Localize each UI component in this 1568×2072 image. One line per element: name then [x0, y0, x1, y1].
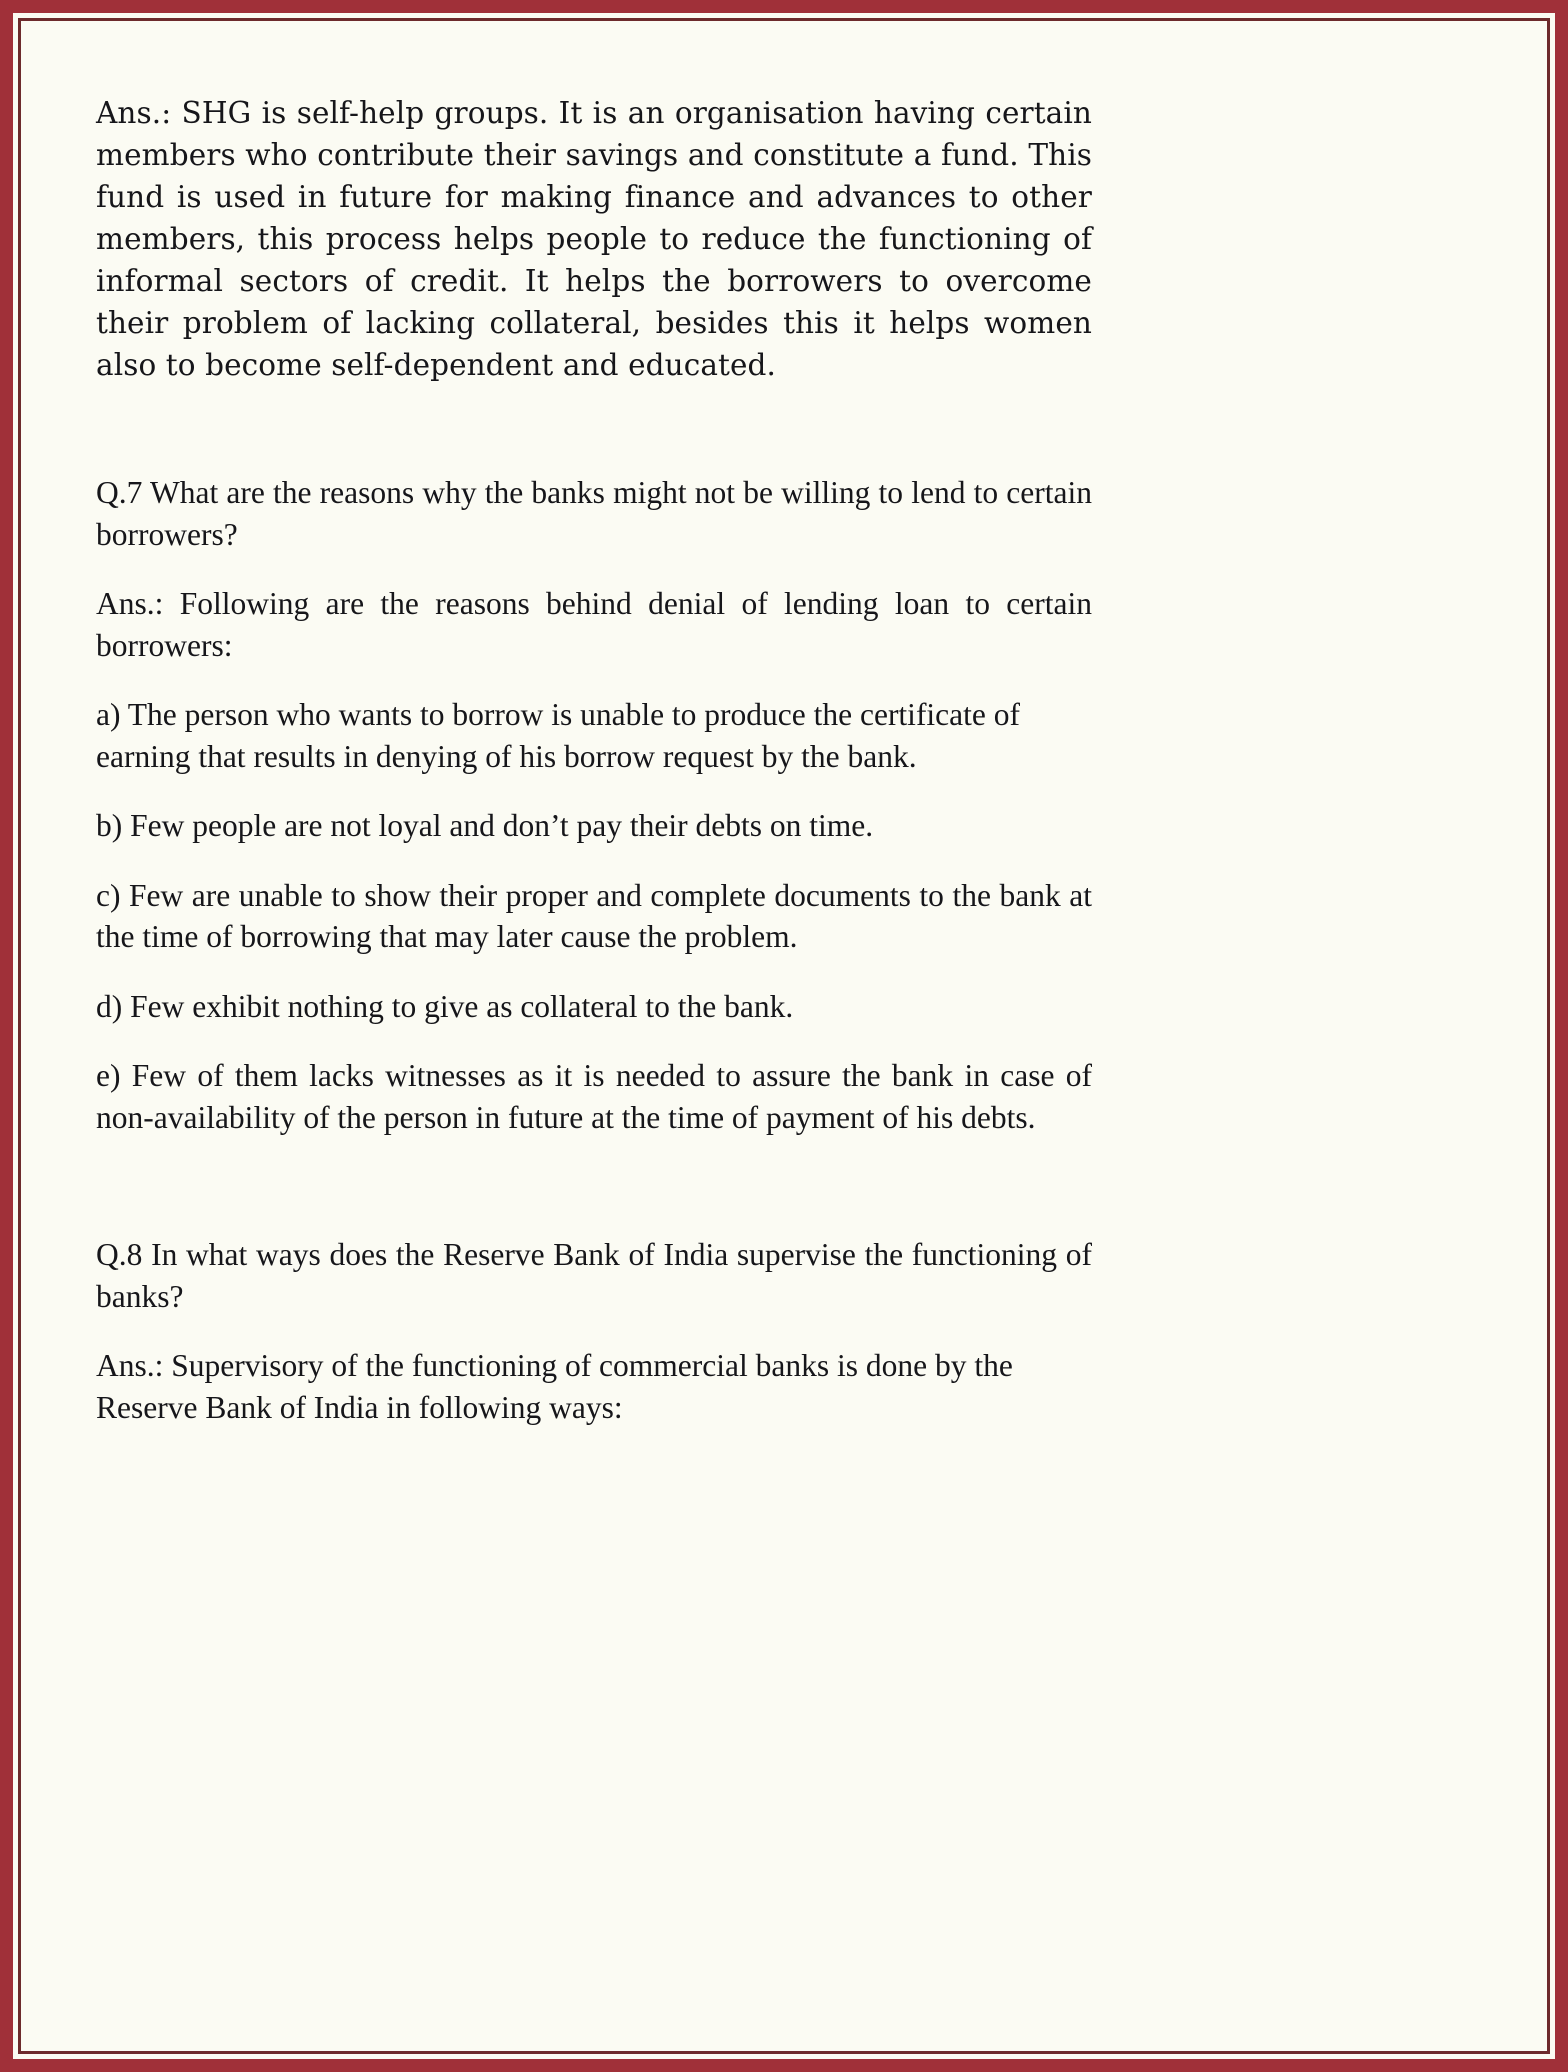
question-q7: Q.7 What are the reasons why the banks might not be willing to lend to certain borrowers? — [96, 475, 1092, 552]
answer-q8-intro: Ans.: Supervisory of the functioning of commercial banks is done by the Reserve Bank of India in following ways: — [96, 1348, 1013, 1425]
paragraph-spacer — [96, 777, 1092, 805]
paragraph-spacer — [96, 666, 1092, 694]
answer-q7-intro: Ans.: Following are the reasons behind denial of lending loan to certain borrowers: — [96, 586, 1092, 663]
paragraph-spacer — [96, 1027, 1092, 1055]
answer-paragraph-shg: Ans.: SHG is self-help groups. It is an organisation having certain members who contribute their savings and constitute a fund. This fund is used in future for making finance and advances to other members, this process helps people to reduce the functioning of informal sectors of credit. It helps the borrowers to overcome their problem of lacking collateral, besides this it helps women also to become self-dependent and educated. — [96, 96, 1092, 382]
paragraph-spacer — [96, 847, 1092, 875]
answer-q7-point-c: c) Few are unable to show their proper and complete documents to the bank at the time of borrowing that may later cause the problem. — [96, 877, 1092, 954]
paragraph-spacer — [96, 958, 1092, 986]
answer-q7-point-e: e) Few of them lacks witnesses as it is needed to assure the bank in case of non-availability of the person in future at the time of payment of his debts. — [96, 1058, 1092, 1135]
answer-q7-point-d: d) Few exhibit nothing to give as collateral to the bank. — [96, 988, 794, 1024]
paragraph-spacer — [96, 1317, 1092, 1345]
answer-q7-point-a: a) The person who wants to borrow is unable to produce the certificate of earning that results in denying of his borrow request by the bank. — [96, 697, 1020, 774]
section-spacer — [96, 1138, 1092, 1234]
question-q8: Q.8 In what ways does the Reserve Bank of India supervise the functioning of banks? — [96, 1237, 1092, 1314]
answer-q7-point-b: b) Few people are not loyal and don’t pay their debts on time. — [96, 808, 874, 843]
section-spacer — [96, 386, 1092, 472]
text-column — [96, 92, 1092, 1428]
paragraph-spacer — [96, 555, 1092, 583]
